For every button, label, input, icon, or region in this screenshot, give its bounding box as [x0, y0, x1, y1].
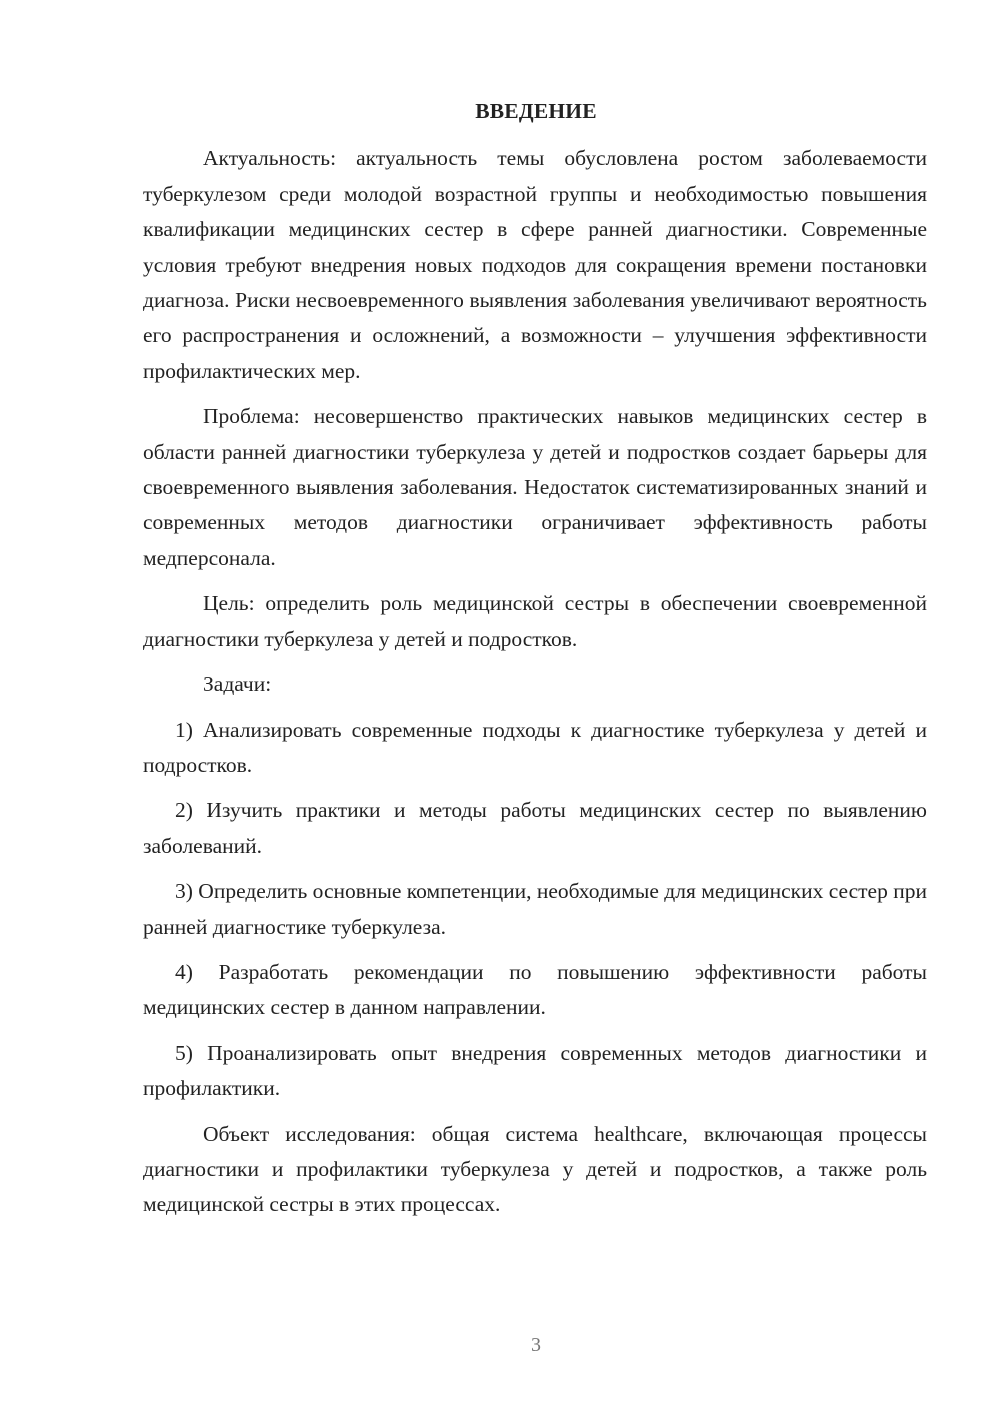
page-number: 3 — [531, 1334, 541, 1356]
tasks-label: Задачи: — [203, 672, 272, 697]
document-page — [143, 94, 927, 1233]
tasks-list — [143, 713, 927, 1107]
task-item-3: 3) Определить основные компетенции, необходимые для медицинских сестер при ранней диагностике туберкулеза. — [143, 879, 927, 939]
relevance-paragraph: Актуальность: актуальность темы обусловлена ростом заболеваемости туберкулезом среди молодой возрастной группы и необходимостью повышения квалификации медицинских сестер в сфере ранней диагностики. Современные условия требуют внедрения новых подходов для сокращения времени постановки диагноза. Риски несвоевременного выявления заболевания увеличивают вероятность его распространения и осложнений, а возможности – улучшения эффективности профилактических мер. — [143, 146, 927, 383]
task-item-4: 4) Разработать рекомендации по повышению эффективности работы медицинских сестер в данном направлении. — [143, 959, 927, 1020]
page-title: ВВЕДЕНИЕ — [475, 99, 597, 123]
object-paragraph: Объект исследования: общая система healthcare, включающая процессы диагностики и профилактики туберкулеза у детей и подростков, а также роль медицинской сестры в этих процессах. — [143, 1121, 927, 1217]
task-item-2: 2) Изучить практики и методы работы медицинских сестер по выявлению заболеваний. — [143, 798, 927, 858]
problem-paragraph: Проблема: несовершенство практических навыков медицинских сестер в области ранней диагностики туберкулеза у детей и подростков создает барьеры для своевременного выявления заболевания. Недостаток систематизированных знаний и современных методов диагностики ограничивает эффективность работы медперсонала. — [143, 404, 927, 570]
goal-paragraph: Цель: определить роль медицинской сестры в обеспечении своевременной диагностики туберкулеза у детей и подростков. — [143, 591, 927, 651]
task-item-1: 1) Анализировать современные подходы к диагностике туберкулеза у детей и подростков. — [143, 717, 927, 777]
task-item-5: 5) Проанализировать опыт внедрения современных методов диагностики и профилактики. — [143, 1040, 927, 1101]
